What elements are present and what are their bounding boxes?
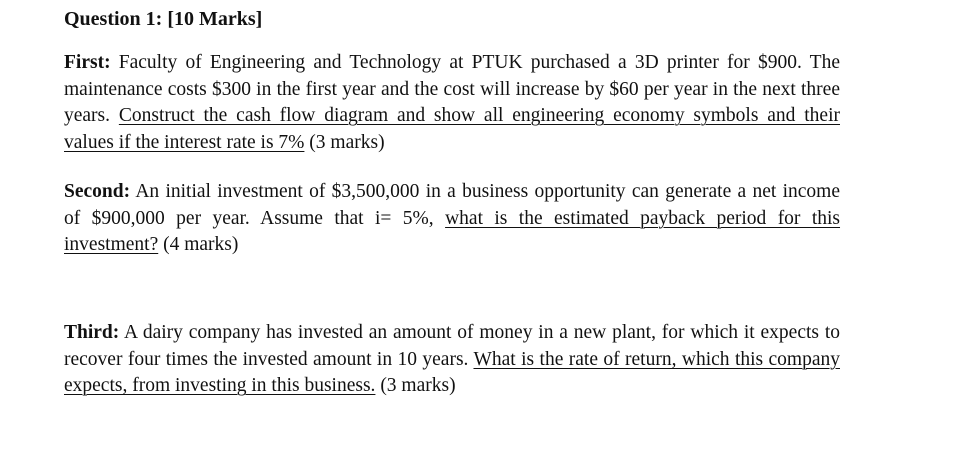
third-question-marks: (3 marks) [375, 375, 456, 396]
second-question-text: An initial investment of $3,500,000 in a business opportunity can generate a net income of $900,000 per year. Assume that i= 5%, [64, 181, 840, 229]
first-question-marks: (3 marks) [304, 131, 385, 153]
third-label: Third: [64, 322, 120, 343]
first-question-task: Construct the cash flow diagram and show all engineering economy symbols and their values if the interest rate is 7% [64, 105, 840, 153]
third-question-task: What is the rate of return, which this company expects, from investing in this business. [64, 348, 840, 396]
second-question-marks: (4 marks) [158, 234, 239, 255]
second-label: Second: [64, 181, 131, 202]
first-label: First: [64, 52, 111, 73]
third-question-paragraph [64, 320, 840, 400]
second-question-task: what is the estimated payback period for this investment? [64, 207, 841, 255]
first-question-text: Faculty of Engineering and Technology at PTUK purchased a 3D printer for $900. The maintenance costs $300 in the first year and the cost will increase by $60 per year in the next three years. [64, 52, 840, 126]
question-heading: Question 1: [10 Marks] [64, 8, 263, 30]
third-question-text: A dairy company has invested an amount of money in a new plant, for which it expects to recover four times the invested amount in 10 years. [64, 322, 840, 370]
first-question-paragraph [64, 50, 840, 156]
second-question-paragraph [64, 179, 840, 259]
